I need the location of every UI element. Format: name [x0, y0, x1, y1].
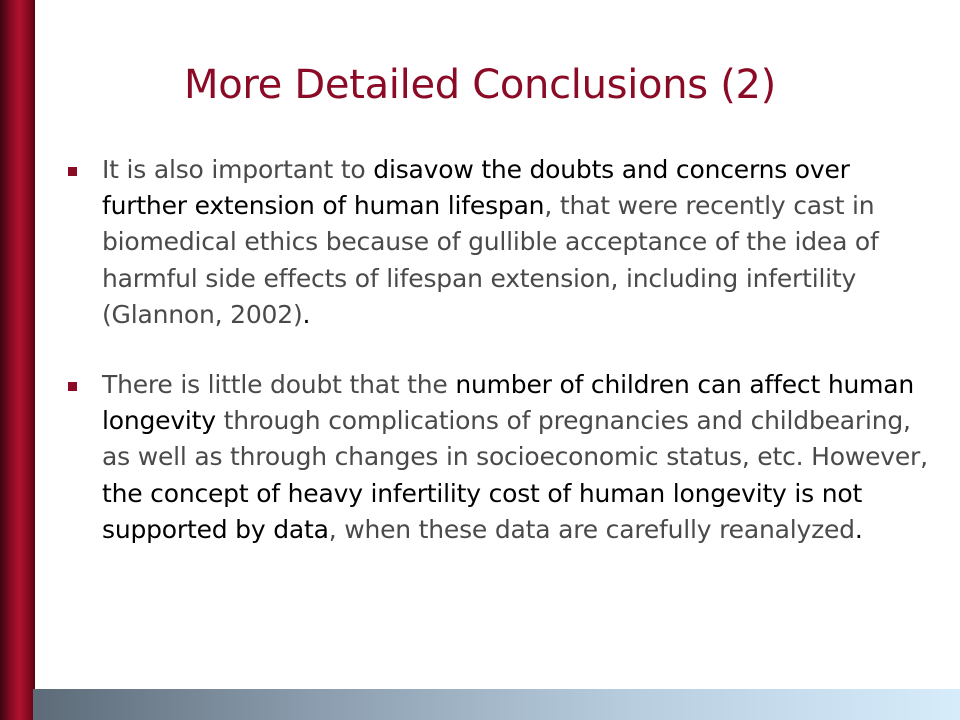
- bullet-text-emphasis: disavow the doubts and concerns over further extension of human lifespan: [102, 155, 850, 221]
- bullet-item: [102, 367, 932, 548]
- bullet-text-segment: through complications of pregnancies and childbearing, as well as through changes in socioeconomic status, etc. However,: [102, 406, 928, 472]
- bullet-text-segment: There is little doubt that the: [102, 370, 456, 400]
- bullet-text-emphasis: number of children can affect human longevity: [102, 370, 915, 436]
- square-bullet-icon: [68, 382, 77, 391]
- bullet-text-emphasis: the concept of heavy infertility cost of human longevity is not supported by data: [102, 478, 863, 544]
- left-accent-divider: [33, 0, 35, 720]
- bullet-item: [102, 152, 932, 333]
- bottom-gradient-bar: [33, 689, 960, 720]
- bullet-text-segment: , when these data are carefully reanalyzed: [328, 514, 855, 544]
- bullet-list: [102, 152, 932, 582]
- bullet-text-segment: , that were recently cast in biomedical ethics because of gullible acceptance of the idea of harmful side effects of lifespan extension, including infertility (Glannon, 2002): [102, 191, 879, 329]
- left-accent-bar: [0, 0, 33, 720]
- slide-title: More Detailed Conclusions (2): [184, 62, 776, 108]
- bullet-text-emphasis: .: [854, 514, 863, 544]
- square-bullet-icon: [68, 167, 77, 176]
- bullet-text-emphasis: .: [302, 299, 311, 329]
- bullet-text-segment: It is also important to: [102, 155, 374, 184]
